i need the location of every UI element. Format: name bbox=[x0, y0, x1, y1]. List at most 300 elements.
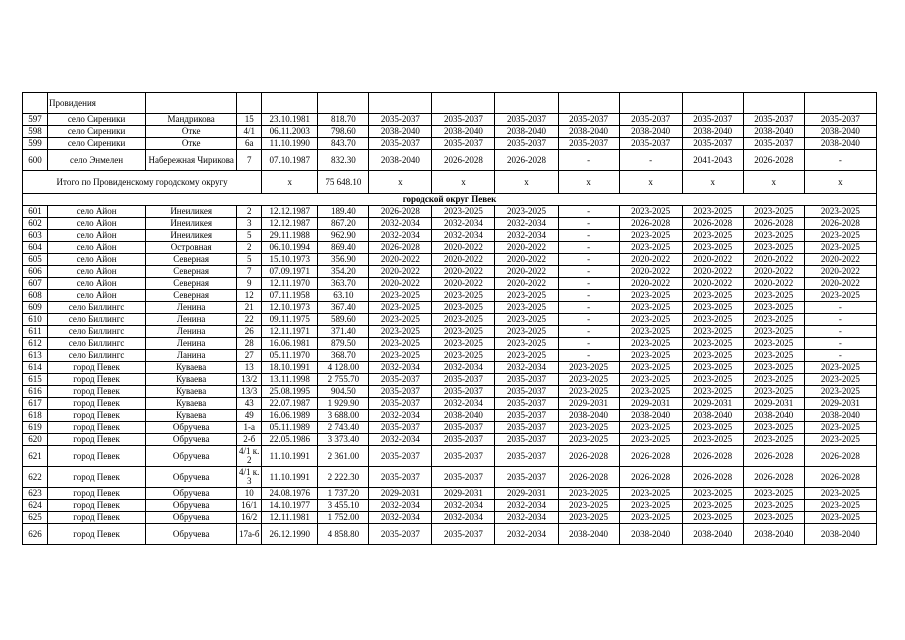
cell-period: - bbox=[558, 230, 619, 242]
cell-period: 2023-2025 bbox=[619, 386, 682, 398]
cell-settlement: город Певек bbox=[48, 386, 146, 398]
cell-period: 2029-2031 bbox=[495, 488, 558, 500]
cell-period: 2023-2025 bbox=[619, 302, 682, 314]
cell-period: х bbox=[369, 171, 432, 194]
cell-period: 2035-2037 bbox=[495, 410, 558, 422]
cell-period: 2035-2037 bbox=[804, 114, 876, 126]
cell-period: 2038-2040 bbox=[682, 524, 743, 545]
cell-period: 2026-2028 bbox=[682, 218, 743, 230]
table-row bbox=[23, 410, 877, 422]
cell-period: 2023-2025 bbox=[743, 512, 804, 524]
cell-period bbox=[495, 93, 558, 114]
cell-house bbox=[237, 93, 262, 114]
cell-period bbox=[804, 93, 876, 114]
cell-settlement: село Сиреники bbox=[48, 138, 146, 150]
cell-period: 2026-2028 bbox=[432, 150, 495, 171]
cell-id: 624 bbox=[23, 500, 48, 512]
table-row bbox=[23, 302, 877, 314]
table-row bbox=[23, 467, 877, 488]
cell-id: 606 bbox=[23, 266, 48, 278]
cell-period: 2026-2028 bbox=[619, 218, 682, 230]
cell-street: Ленина bbox=[146, 338, 237, 350]
table-row bbox=[23, 290, 877, 302]
cell-period: 2023-2025 bbox=[804, 362, 876, 374]
cell-house: 5 bbox=[237, 254, 262, 266]
table-row bbox=[23, 386, 877, 398]
cell-street: Обручева bbox=[146, 446, 237, 467]
cell-period: - bbox=[558, 350, 619, 362]
cell-house: 2-б bbox=[237, 434, 262, 446]
cell-period: 2023-2025 bbox=[619, 206, 682, 218]
cell-period: - bbox=[558, 242, 619, 254]
cell-period: 2026-2028 bbox=[743, 150, 804, 171]
cell-house: 13 bbox=[237, 362, 262, 374]
cell-period: 2023-2025 bbox=[619, 290, 682, 302]
cell-period: 2023-2025 bbox=[804, 206, 876, 218]
cell-period: 2035-2037 bbox=[432, 422, 495, 434]
cell-area: 832.30 bbox=[318, 150, 369, 171]
cell-period: 2023-2025 bbox=[682, 338, 743, 350]
cell-period: 2023-2025 bbox=[804, 422, 876, 434]
cell-period: 2023-2025 bbox=[743, 314, 804, 326]
cell-house: 7 bbox=[237, 266, 262, 278]
cell-area: 1 737.20 bbox=[318, 488, 369, 500]
cell-period: 2032-2034 bbox=[495, 500, 558, 512]
cell-period: 2023-2025 bbox=[619, 422, 682, 434]
cell-period: 2026-2028 bbox=[682, 467, 743, 488]
cell-period: 2023-2025 bbox=[743, 230, 804, 242]
cell-period: 2023-2025 bbox=[804, 434, 876, 446]
cell-area bbox=[318, 93, 369, 114]
cell-house: 16/2 bbox=[237, 512, 262, 524]
cell-period: 2029-2031 bbox=[619, 398, 682, 410]
cell-period: 2020-2022 bbox=[682, 254, 743, 266]
cell-period: 2023-2025 bbox=[558, 488, 619, 500]
table-row bbox=[23, 422, 877, 434]
cell-date: 12.11.1981 bbox=[262, 512, 318, 524]
cell-period: 2038-2040 bbox=[495, 126, 558, 138]
table-row bbox=[23, 374, 877, 386]
table-row bbox=[23, 278, 877, 290]
cell-area: 2 755.70 bbox=[318, 374, 369, 386]
cell-period: 2023-2025 bbox=[619, 242, 682, 254]
cell-period: - bbox=[804, 314, 876, 326]
cell-settlement: село Айон bbox=[48, 218, 146, 230]
cell-street: Инеиликея bbox=[146, 218, 237, 230]
cell-area: 818.70 bbox=[318, 114, 369, 126]
table-row bbox=[23, 488, 877, 500]
cell-period: 2023-2025 bbox=[804, 512, 876, 524]
cell-area: 3 373.40 bbox=[318, 434, 369, 446]
cell-period: 2026-2028 bbox=[743, 446, 804, 467]
cell-date: 16.06.1989 bbox=[262, 410, 318, 422]
cell-id: 607 bbox=[23, 278, 48, 290]
cell-street: Набережная Чирикова bbox=[146, 150, 237, 171]
cell-period: 2035-2037 bbox=[369, 524, 432, 545]
cell-house: 21 bbox=[237, 302, 262, 314]
cell-period: 2032-2034 bbox=[495, 524, 558, 545]
cell-street: Северная bbox=[146, 266, 237, 278]
cell-period bbox=[432, 93, 495, 114]
cell-area: 589.60 bbox=[318, 314, 369, 326]
cell-settlement: село Биллингс bbox=[48, 350, 146, 362]
cell-id: 620 bbox=[23, 434, 48, 446]
cell-period: 2023-2025 bbox=[495, 290, 558, 302]
cell-period: 2035-2037 bbox=[432, 374, 495, 386]
cell-period: 2035-2037 bbox=[682, 138, 743, 150]
cell-period: 2035-2037 bbox=[369, 138, 432, 150]
cell-date: 24.08.1976 bbox=[262, 488, 318, 500]
cell-period: 2023-2025 bbox=[619, 350, 682, 362]
cell-period: 2023-2025 bbox=[495, 350, 558, 362]
cell-period: - bbox=[804, 150, 876, 171]
cell-period: 2035-2037 bbox=[495, 422, 558, 434]
cell-street: Островная bbox=[146, 242, 237, 254]
cell-period: 2023-2025 bbox=[743, 500, 804, 512]
cell-settlement: село Айон bbox=[48, 290, 146, 302]
table-row bbox=[23, 126, 877, 138]
table-row bbox=[23, 242, 877, 254]
cell-period: 2026-2028 bbox=[495, 150, 558, 171]
cell-id bbox=[23, 93, 48, 114]
cell-id: 625 bbox=[23, 512, 48, 524]
cell-settlement: село Айон bbox=[48, 278, 146, 290]
cell-period: 2038-2040 bbox=[682, 126, 743, 138]
cell-id: 621 bbox=[23, 446, 48, 467]
cell-period: 2023-2025 bbox=[682, 386, 743, 398]
cell-id: 604 bbox=[23, 242, 48, 254]
cell-period: 2035-2037 bbox=[369, 398, 432, 410]
cell-house: 49 bbox=[237, 410, 262, 422]
cell-period: 2023-2025 bbox=[682, 206, 743, 218]
cell-settlement: село Энмелен bbox=[48, 150, 146, 171]
cell-period: 2023-2025 bbox=[682, 362, 743, 374]
cell-period: 2023-2025 bbox=[743, 206, 804, 218]
cell-id: 605 bbox=[23, 254, 48, 266]
cell-id: 608 bbox=[23, 290, 48, 302]
cell-settlement: село Биллингс bbox=[48, 314, 146, 326]
cell-period: 2020-2022 bbox=[682, 266, 743, 278]
cell-id: 609 bbox=[23, 302, 48, 314]
table-row bbox=[23, 218, 877, 230]
cell-period: 2032-2034 bbox=[495, 218, 558, 230]
table-row bbox=[23, 206, 877, 218]
cell-id: 601 bbox=[23, 206, 48, 218]
table-row bbox=[23, 500, 877, 512]
cell-period: 2035-2037 bbox=[743, 114, 804, 126]
housing-repair-table bbox=[22, 92, 877, 545]
cell-period: 2035-2037 bbox=[619, 138, 682, 150]
cell-period: 2029-2031 bbox=[369, 488, 432, 500]
cell-period: 2023-2025 bbox=[369, 290, 432, 302]
cell-period: 2020-2022 bbox=[432, 278, 495, 290]
cell-house: 4/1 bbox=[237, 126, 262, 138]
cell-street: Обручева bbox=[146, 422, 237, 434]
cell-house: 22 bbox=[237, 314, 262, 326]
cell-area: 962.90 bbox=[318, 230, 369, 242]
cell-period: 2023-2025 bbox=[369, 302, 432, 314]
cell-period: 2035-2037 bbox=[619, 114, 682, 126]
cell-period: 2023-2025 bbox=[558, 362, 619, 374]
cell-id: 623 bbox=[23, 488, 48, 500]
cell-period: 2026-2028 bbox=[619, 467, 682, 488]
cell-period: х bbox=[432, 171, 495, 194]
cell-street: Куваева bbox=[146, 410, 237, 422]
cell-settlement: город Певек bbox=[48, 398, 146, 410]
cell-period: 2023-2025 bbox=[743, 350, 804, 362]
cell-area: 2 743.40 bbox=[318, 422, 369, 434]
cell-period: 2023-2025 bbox=[743, 290, 804, 302]
cell-house: 10 bbox=[237, 488, 262, 500]
total-row bbox=[23, 171, 877, 194]
cell-area: 371.40 bbox=[318, 326, 369, 338]
cell-period: 2038-2040 bbox=[558, 410, 619, 422]
cell-period: 2020-2022 bbox=[495, 242, 558, 254]
cell-date: 14.10.1977 bbox=[262, 500, 318, 512]
cell-area: 3 688.00 bbox=[318, 410, 369, 422]
cell-house: 13/3 bbox=[237, 386, 262, 398]
cell-period: 2023-2025 bbox=[804, 230, 876, 242]
cell-period: 2020-2022 bbox=[369, 254, 432, 266]
cell-period: 2041-2043 bbox=[682, 150, 743, 171]
cell-date: 07.10.1987 bbox=[262, 150, 318, 171]
cell-period: 2038-2040 bbox=[743, 126, 804, 138]
cell-period: 2026-2028 bbox=[369, 206, 432, 218]
cell-date: 22.07.1987 bbox=[262, 398, 318, 410]
cell-settlement: город Певек bbox=[48, 524, 146, 545]
cell-street: Обручева bbox=[146, 467, 237, 488]
cell-period: 2038-2040 bbox=[558, 126, 619, 138]
cell-settlement: село Сиреники bbox=[48, 114, 146, 126]
cell-period: 2020-2022 bbox=[369, 278, 432, 290]
cell-date: 15.10.1973 bbox=[262, 254, 318, 266]
cell-period: 2023-2025 bbox=[495, 302, 558, 314]
cell-period: 2023-2025 bbox=[682, 314, 743, 326]
cell-period: 2029-2031 bbox=[558, 398, 619, 410]
cell-period: 2020-2022 bbox=[432, 266, 495, 278]
section-row bbox=[23, 194, 877, 206]
cell-period: 2032-2034 bbox=[495, 230, 558, 242]
cell-id: 602 bbox=[23, 218, 48, 230]
cell-period: 2020-2022 bbox=[804, 254, 876, 266]
cell-period: 2023-2025 bbox=[619, 500, 682, 512]
cell-id: 616 bbox=[23, 386, 48, 398]
cell-house: 15 bbox=[237, 114, 262, 126]
cell-area: 798.60 bbox=[318, 126, 369, 138]
cell-street: Куваева bbox=[146, 398, 237, 410]
cell-period: 2020-2022 bbox=[743, 278, 804, 290]
cell-period: 2026-2028 bbox=[619, 446, 682, 467]
cell-period: 2038-2040 bbox=[743, 524, 804, 545]
cell-settlement: село Айон bbox=[48, 206, 146, 218]
cell-period: 2023-2025 bbox=[369, 326, 432, 338]
cell-period: 2026-2028 bbox=[369, 242, 432, 254]
cell-period: 2035-2037 bbox=[432, 386, 495, 398]
cell-period: 2038-2040 bbox=[804, 410, 876, 422]
cell-area: 363.70 bbox=[318, 278, 369, 290]
cell-settlement: город Певек bbox=[48, 374, 146, 386]
cell-date bbox=[262, 93, 318, 114]
cell-settlement: село Айон bbox=[48, 242, 146, 254]
cell-area: 367.40 bbox=[318, 302, 369, 314]
cell-period: х bbox=[682, 171, 743, 194]
cell-date: 12.12.1987 bbox=[262, 218, 318, 230]
cell-period: 2023-2025 bbox=[682, 326, 743, 338]
cell-date: 12.11.1970 bbox=[262, 278, 318, 290]
cell-period: - bbox=[558, 254, 619, 266]
cell-period: 2032-2034 bbox=[432, 500, 495, 512]
cell-area: 869.40 bbox=[318, 242, 369, 254]
table-row bbox=[23, 254, 877, 266]
cell-period: - bbox=[804, 326, 876, 338]
cell-period: 2023-2025 bbox=[495, 338, 558, 350]
cell-period: 2035-2037 bbox=[495, 114, 558, 126]
cell-date: 12.12.1987 bbox=[262, 206, 318, 218]
cell-period: х bbox=[619, 171, 682, 194]
total-label: Итого по Провиденскому городскому округу bbox=[23, 171, 262, 194]
cell-house: 27 bbox=[237, 350, 262, 362]
cell-period: 2032-2034 bbox=[432, 230, 495, 242]
cell-area: 368.70 bbox=[318, 350, 369, 362]
cell-street: Ланина bbox=[146, 350, 237, 362]
cell-street: Северная bbox=[146, 278, 237, 290]
cell-period: 2026-2028 bbox=[743, 218, 804, 230]
cell-house: 13/2 bbox=[237, 374, 262, 386]
cell-date: 11.10.1990 bbox=[262, 138, 318, 150]
cell-period: 2026-2028 bbox=[558, 446, 619, 467]
table-row bbox=[23, 362, 877, 374]
cell-period: 2032-2034 bbox=[369, 362, 432, 374]
cell-period: х bbox=[804, 171, 876, 194]
cell-street: Отке bbox=[146, 138, 237, 150]
cell-period: 2029-2031 bbox=[804, 398, 876, 410]
cell-period: 2035-2037 bbox=[682, 114, 743, 126]
cell-period: 2035-2037 bbox=[495, 374, 558, 386]
cell-area: 3 455.10 bbox=[318, 500, 369, 512]
cell-settlement: город Певек bbox=[48, 446, 146, 467]
cell-street: Куваева bbox=[146, 374, 237, 386]
cell-period: - bbox=[558, 302, 619, 314]
cell-period: 2023-2025 bbox=[682, 422, 743, 434]
cell-street: Обручева bbox=[146, 500, 237, 512]
cell-period: 2035-2037 bbox=[495, 446, 558, 467]
cell-period bbox=[369, 93, 432, 114]
cell-period: 2023-2025 bbox=[619, 362, 682, 374]
cell-house: 3 bbox=[237, 218, 262, 230]
cell-area: 356.90 bbox=[318, 254, 369, 266]
cell-house: 5 bbox=[237, 230, 262, 242]
cell-settlement: город Певек bbox=[48, 410, 146, 422]
cell-period: 2035-2037 bbox=[495, 138, 558, 150]
cell-period: - bbox=[558, 326, 619, 338]
cell-period: 2038-2040 bbox=[369, 126, 432, 138]
cell-period: 2035-2037 bbox=[432, 524, 495, 545]
cell-period: 2023-2025 bbox=[432, 290, 495, 302]
cell-house: 26 bbox=[237, 326, 262, 338]
cell-period: 2038-2040 bbox=[432, 410, 495, 422]
cell-period: 2026-2028 bbox=[804, 446, 876, 467]
cell-period: 2020-2022 bbox=[804, 266, 876, 278]
cell-area: 879.50 bbox=[318, 338, 369, 350]
cell-period: 2023-2025 bbox=[804, 290, 876, 302]
cell-period: - bbox=[558, 290, 619, 302]
cell-period: 2023-2025 bbox=[804, 386, 876, 398]
cell-settlement: город Певек bbox=[48, 500, 146, 512]
cell-area: 2 222.30 bbox=[318, 467, 369, 488]
cell-period: 2038-2040 bbox=[804, 138, 876, 150]
cell-period: - bbox=[558, 338, 619, 350]
cell-id: 611 bbox=[23, 326, 48, 338]
cell-area: 843.70 bbox=[318, 138, 369, 150]
cell-settlement: Провидения bbox=[48, 93, 146, 114]
cell-period: - bbox=[558, 218, 619, 230]
cell-period: 2020-2022 bbox=[432, 242, 495, 254]
cell-settlement: село Биллингс bbox=[48, 302, 146, 314]
cell-period: 2032-2034 bbox=[432, 218, 495, 230]
cell-period: - bbox=[804, 302, 876, 314]
cell-period: 2026-2028 bbox=[743, 467, 804, 488]
cell-street: Ленина bbox=[146, 326, 237, 338]
table-row bbox=[23, 150, 877, 171]
cell-period: 2023-2025 bbox=[558, 434, 619, 446]
cell-period: 2035-2037 bbox=[369, 422, 432, 434]
cell-period: 2023-2025 bbox=[804, 488, 876, 500]
cell-street: Куваева bbox=[146, 362, 237, 374]
cell-period: 2035-2037 bbox=[369, 374, 432, 386]
cell-area: 63.10 bbox=[318, 290, 369, 302]
cell-period: 2023-2025 bbox=[432, 314, 495, 326]
cell-id: 617 bbox=[23, 398, 48, 410]
cell-date: 12.10.1973 bbox=[262, 302, 318, 314]
cell-id: 613 bbox=[23, 350, 48, 362]
cell-period: 2023-2025 bbox=[558, 374, 619, 386]
cell-period: 2020-2022 bbox=[495, 266, 558, 278]
cell-period: 2029-2031 bbox=[743, 398, 804, 410]
cell-period: 2035-2037 bbox=[369, 467, 432, 488]
cell-period: 2023-2025 bbox=[619, 434, 682, 446]
cell-date: 05.11.1970 bbox=[262, 350, 318, 362]
cell-id: 598 bbox=[23, 126, 48, 138]
cell-date: 11.10.1991 bbox=[262, 446, 318, 467]
cell-period: 2023-2025 bbox=[682, 512, 743, 524]
cell-period: 2035-2037 bbox=[432, 114, 495, 126]
cell-period: 2020-2022 bbox=[619, 266, 682, 278]
cell-period: 2023-2025 bbox=[495, 314, 558, 326]
cell-period: 2023-2025 bbox=[682, 302, 743, 314]
cell-street: Инеиликея bbox=[146, 230, 237, 242]
cell-period: 2026-2028 bbox=[804, 467, 876, 488]
cell-date: 13.11.1998 bbox=[262, 374, 318, 386]
cell-street: Ленина bbox=[146, 314, 237, 326]
cell-period: 2029-2031 bbox=[432, 488, 495, 500]
cell-period: - bbox=[558, 314, 619, 326]
cell-period bbox=[619, 93, 682, 114]
cell-period: 2023-2025 bbox=[682, 434, 743, 446]
cell-date: 16.06.1981 bbox=[262, 338, 318, 350]
cell-house: 43 bbox=[237, 398, 262, 410]
cell-period: 2038-2040 bbox=[619, 126, 682, 138]
cell-date: 26.12.1990 bbox=[262, 524, 318, 545]
cell-house: 2 bbox=[237, 242, 262, 254]
cell-date: 06.11.2003 bbox=[262, 126, 318, 138]
cell-period: 2023-2025 bbox=[619, 374, 682, 386]
cell-settlement: город Певек bbox=[48, 362, 146, 374]
cell-house: 4/1 к. 3 bbox=[237, 467, 262, 488]
table-row bbox=[23, 314, 877, 326]
cell-period: 2032-2034 bbox=[369, 410, 432, 422]
cell-id: 610 bbox=[23, 314, 48, 326]
cell-period: 2020-2022 bbox=[682, 278, 743, 290]
